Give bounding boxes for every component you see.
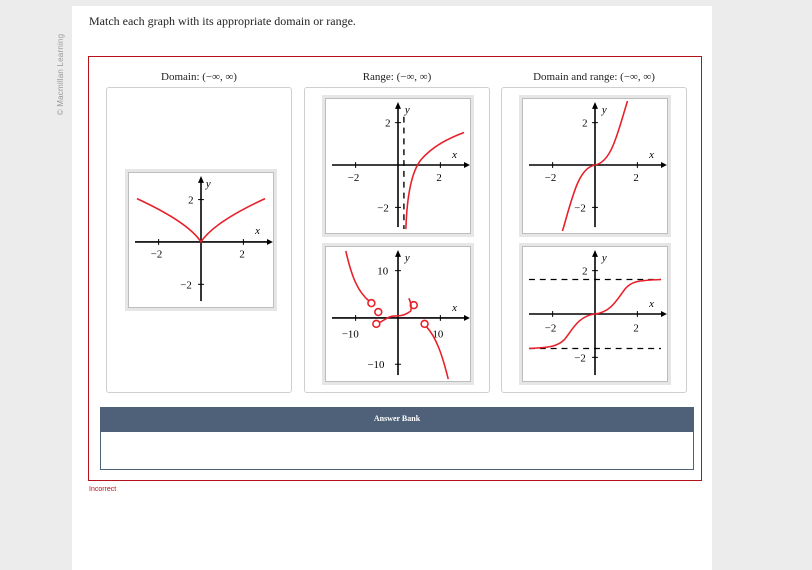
graph-card-cusp[interactable] [128, 172, 274, 308]
x-axis-arrow [661, 311, 667, 317]
graph-cusp [129, 173, 273, 307]
brand-text: © Macmillan Learning [56, 33, 66, 116]
graph-sigmoid [523, 247, 667, 381]
tick-label: 10 [377, 265, 389, 278]
tick-label: 2 [188, 194, 194, 207]
brand-watermark [56, 26, 88, 146]
tick-label: −2 [150, 248, 163, 261]
tick-label: 2 [239, 248, 245, 261]
y-axis-label: y [205, 177, 211, 190]
x-axis-label: x [255, 225, 261, 238]
y-axis-arrow [592, 250, 598, 257]
y-axis-label: y [404, 103, 410, 116]
tick-label: −2 [180, 279, 192, 292]
graph-card-sigmoid[interactable] [522, 246, 668, 382]
x-axis-label: x [452, 302, 458, 315]
tick-label: 2 [436, 171, 442, 184]
y-axis-label: y [601, 103, 607, 116]
y-axis-arrow [395, 102, 401, 109]
x-axis-arrow [464, 162, 470, 168]
graph-logarithmic [326, 99, 470, 233]
y-axis-arrow [395, 250, 401, 257]
tick-label: −10 [341, 328, 359, 341]
x-axis-arrow [267, 239, 273, 245]
open-point [421, 320, 428, 327]
graph-piecewise [326, 247, 470, 381]
target-label-domain: Domain: (−∞, ∞) [161, 71, 237, 83]
graph-card-piecewise[interactable] [325, 246, 471, 382]
tick-label: −2 [544, 322, 557, 335]
curve [346, 251, 371, 302]
open-point [368, 300, 375, 307]
tick-label: 2 [582, 117, 588, 130]
graph-cubic [523, 99, 667, 233]
answer-bank-header: Answer Bank [100, 407, 694, 431]
open-point [375, 309, 382, 316]
graph-card-logarithmic[interactable] [325, 98, 471, 234]
tick-label: 2 [633, 171, 639, 184]
x-axis-label: x [649, 149, 655, 162]
y-axis-label: y [404, 251, 410, 264]
status-text: Incorrect [89, 486, 117, 493]
tick-label: −2 [574, 202, 586, 215]
answer-bank-area[interactable] [100, 431, 694, 470]
tick-label: −2 [347, 171, 360, 184]
y-axis-arrow [198, 176, 204, 183]
y-axis-label: y [601, 251, 607, 264]
curve [406, 133, 464, 230]
open-point [373, 320, 380, 327]
x-axis-label: x [452, 149, 458, 162]
tick-label: 2 [582, 265, 588, 278]
y-axis-arrow [592, 102, 598, 109]
tick-label: −2 [544, 171, 557, 184]
x-axis-arrow [661, 162, 667, 168]
tick-label: 2 [385, 117, 391, 130]
question-panel [56, 6, 712, 570]
tick-label: −2 [377, 202, 389, 215]
target-label-range: Range: (−∞, ∞) [362, 71, 432, 83]
tick-label: 2 [633, 322, 639, 335]
question-prompt: Match each graph with its appropriate domain or range. [89, 14, 356, 28]
x-axis-label: x [649, 298, 655, 311]
target-label-domain-range: Domain and range: (−∞, ∞) [533, 71, 655, 83]
matching-area [88, 56, 702, 481]
tick-label: −10 [367, 359, 385, 372]
graph-card-cubic[interactable] [522, 98, 668, 234]
tick-label: −2 [574, 352, 586, 365]
tick-label: 10 [432, 328, 444, 341]
x-axis-arrow [464, 315, 470, 321]
